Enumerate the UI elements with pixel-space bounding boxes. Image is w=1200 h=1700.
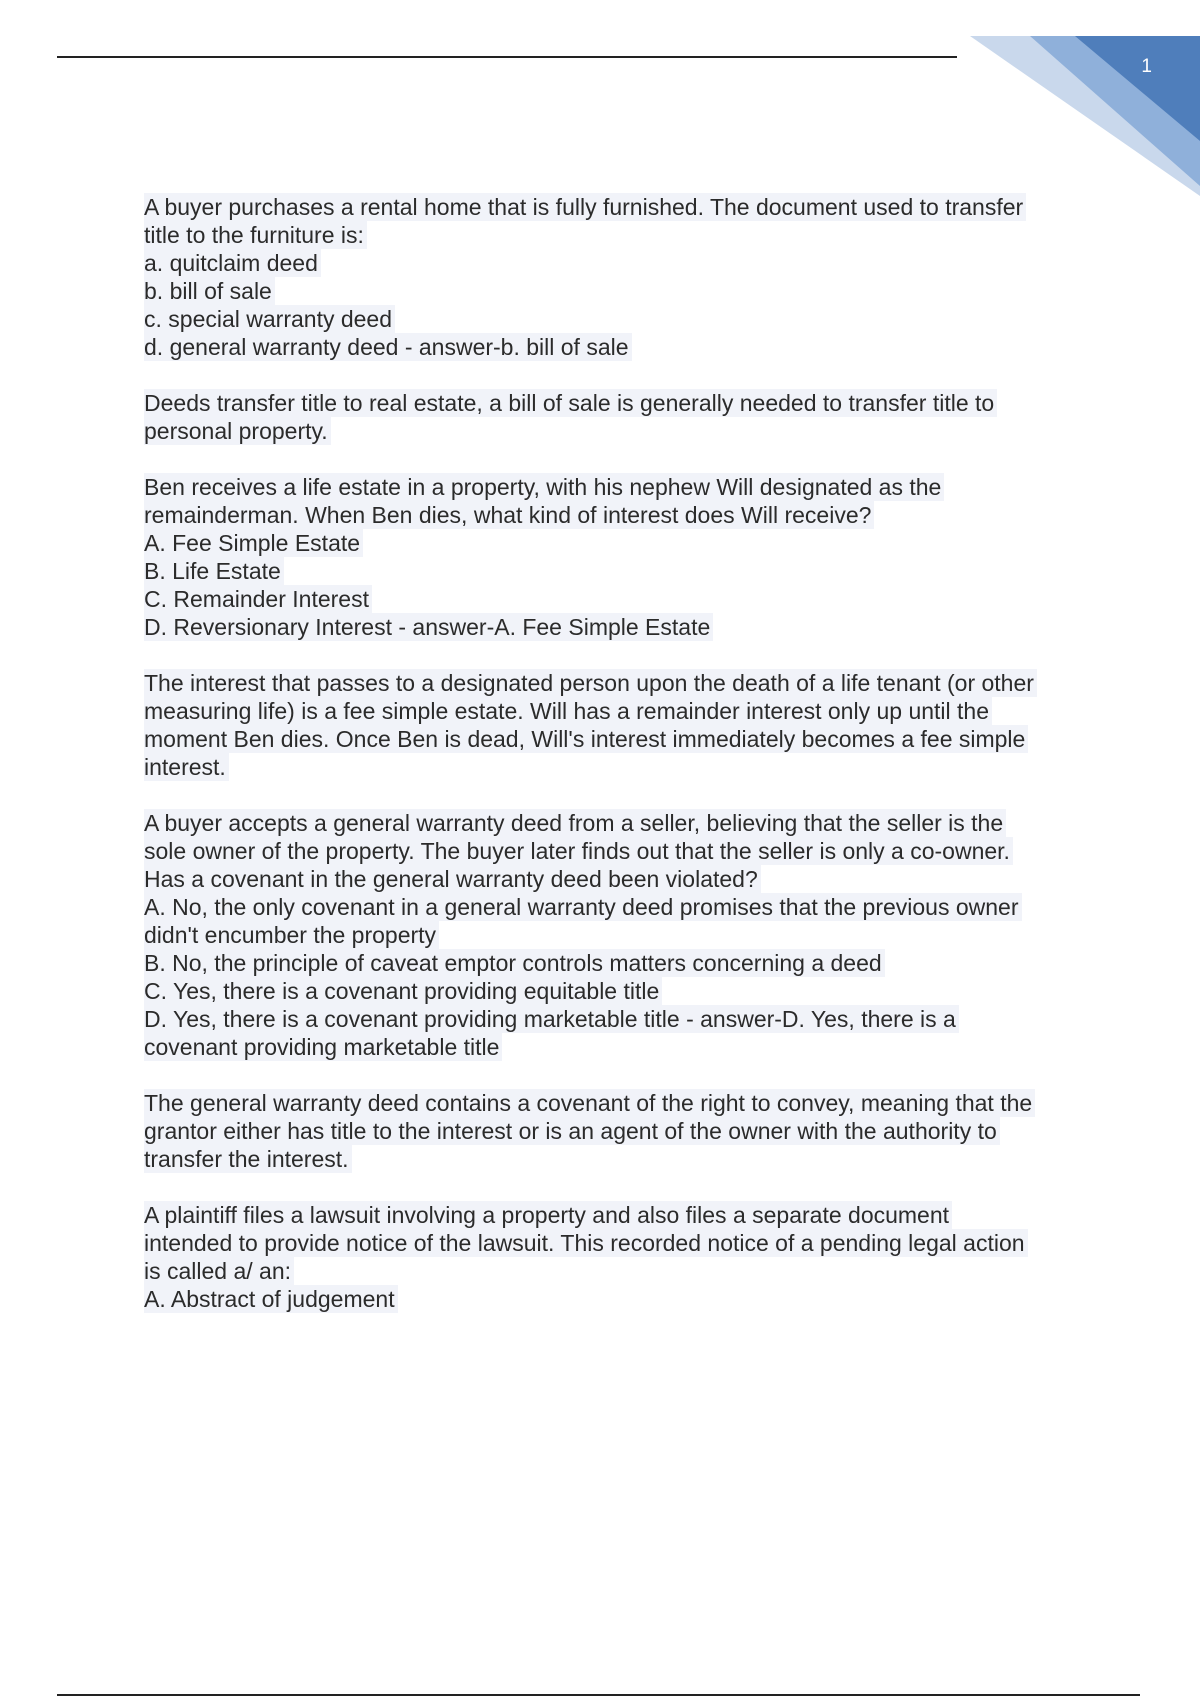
text-line-content: title to the furniture is:: [144, 221, 367, 249]
text-line: [144, 669, 1094, 697]
text-line-content: C. Remainder Interest: [144, 585, 372, 613]
text-line: [144, 865, 1094, 893]
text-line-content: C. Yes, there is a covenant providing equitable title: [144, 977, 662, 1005]
text-block: [144, 1089, 1094, 1173]
corner-decoration: [970, 36, 1200, 196]
text-block: [144, 809, 1094, 1061]
header-rule: [57, 56, 957, 58]
page-number: 1: [1141, 56, 1152, 77]
text-line-content: b. bill of sale: [144, 277, 275, 305]
text-line: [144, 1145, 1094, 1173]
text-line-content: grantor either has title to the interest or is an agent of the owner with the authority to: [144, 1117, 1000, 1145]
text-line: [144, 949, 1094, 977]
document-body: [144, 193, 1094, 1341]
text-line: [144, 585, 1094, 613]
text-line: [144, 753, 1094, 781]
text-line-content: interest.: [144, 753, 229, 781]
text-line-content: Ben receives a life estate in a property, with his nephew Will designated as the: [144, 473, 944, 501]
text-block: [144, 389, 1094, 445]
text-line: [144, 893, 1094, 921]
text-line: [144, 529, 1094, 557]
text-line: [144, 277, 1094, 305]
text-line-content: A. Abstract of judgement: [144, 1285, 398, 1313]
text-line-content: D. Reversionary Interest - answer-A. Fee Simple Estate: [144, 613, 713, 641]
text-line: [144, 809, 1094, 837]
text-line: [144, 557, 1094, 585]
text-line-content: A. No, the only covenant in a general warranty deed promises that the previous owner: [144, 893, 1022, 921]
text-line-content: sole owner of the property. The buyer later finds out that the seller is only a co-owner.: [144, 837, 1013, 865]
text-line: [144, 697, 1094, 725]
text-block: [144, 473, 1094, 641]
text-line: [144, 1089, 1094, 1117]
text-block: [144, 193, 1094, 361]
text-line-content: A buyer purchases a rental home that is fully furnished. The document used to transfer: [144, 193, 1026, 221]
text-line: [144, 1257, 1094, 1285]
text-line: [144, 725, 1094, 753]
text-line-content: personal property.: [144, 417, 331, 445]
text-line-content: A plaintiff files a lawsuit involving a property and also files a separate document: [144, 1201, 952, 1229]
text-line-content: moment Ben dies. Once Ben is dead, Will's interest immediately becomes a fee simple: [144, 725, 1028, 753]
text-line: [144, 193, 1094, 221]
text-line: [144, 1117, 1094, 1145]
text-line: [144, 305, 1094, 333]
text-line-content: The interest that passes to a designated person upon the death of a life tenant (or other: [144, 669, 1037, 697]
text-line: [144, 417, 1094, 445]
text-line-content: Has a covenant in the general warranty deed been violated?: [144, 865, 761, 893]
text-line: [144, 1229, 1094, 1257]
text-line: [144, 389, 1094, 417]
text-line: [144, 249, 1094, 277]
text-line: [144, 921, 1094, 949]
text-block: [144, 1201, 1094, 1313]
text-line: [144, 977, 1094, 1005]
text-line-content: is called a/ an:: [144, 1257, 294, 1285]
text-line: [144, 473, 1094, 501]
text-line-content: transfer the interest.: [144, 1145, 352, 1173]
text-line-content: a. quitclaim deed: [144, 249, 321, 277]
text-line: [144, 1201, 1094, 1229]
text-line-content: The general warranty deed contains a covenant of the right to convey, meaning that the: [144, 1089, 1035, 1117]
text-line-content: remainderman. When Ben dies, what kind of interest does Will receive?: [144, 501, 874, 529]
text-line: [144, 1285, 1094, 1313]
text-line-content: D. Yes, there is a covenant providing marketable title - answer-D. Yes, there is a: [144, 1005, 959, 1033]
text-line: [144, 501, 1094, 529]
text-line-content: didn't encumber the property: [144, 921, 439, 949]
text-line-content: covenant providing marketable title: [144, 1033, 502, 1061]
text-line: [144, 1005, 1094, 1033]
text-line-content: c. special warranty deed: [144, 305, 395, 333]
text-line: [144, 333, 1094, 361]
text-line: [144, 1033, 1094, 1061]
text-line: [144, 221, 1094, 249]
text-line-content: A buyer accepts a general warranty deed from a seller, believing that the seller is the: [144, 809, 1006, 837]
text-line: [144, 613, 1094, 641]
text-line-content: B. No, the principle of caveat emptor controls matters concerning a deed: [144, 949, 885, 977]
text-line-content: Deeds transfer title to real estate, a bill of sale is generally needed to transfer title to: [144, 389, 997, 417]
text-line-content: d. general warranty deed - answer-b. bill of sale: [144, 333, 632, 361]
footer-rule: [57, 1694, 1140, 1696]
text-line: [144, 837, 1094, 865]
text-line-content: B. Life Estate: [144, 557, 284, 585]
text-line-content: intended to provide notice of the lawsuit. This recorded notice of a pending legal action: [144, 1229, 1028, 1257]
text-block: [144, 669, 1094, 781]
text-line-content: measuring life) is a fee simple estate. Will has a remainder interest only up until the: [144, 697, 992, 725]
text-line-content: A. Fee Simple Estate: [144, 529, 363, 557]
